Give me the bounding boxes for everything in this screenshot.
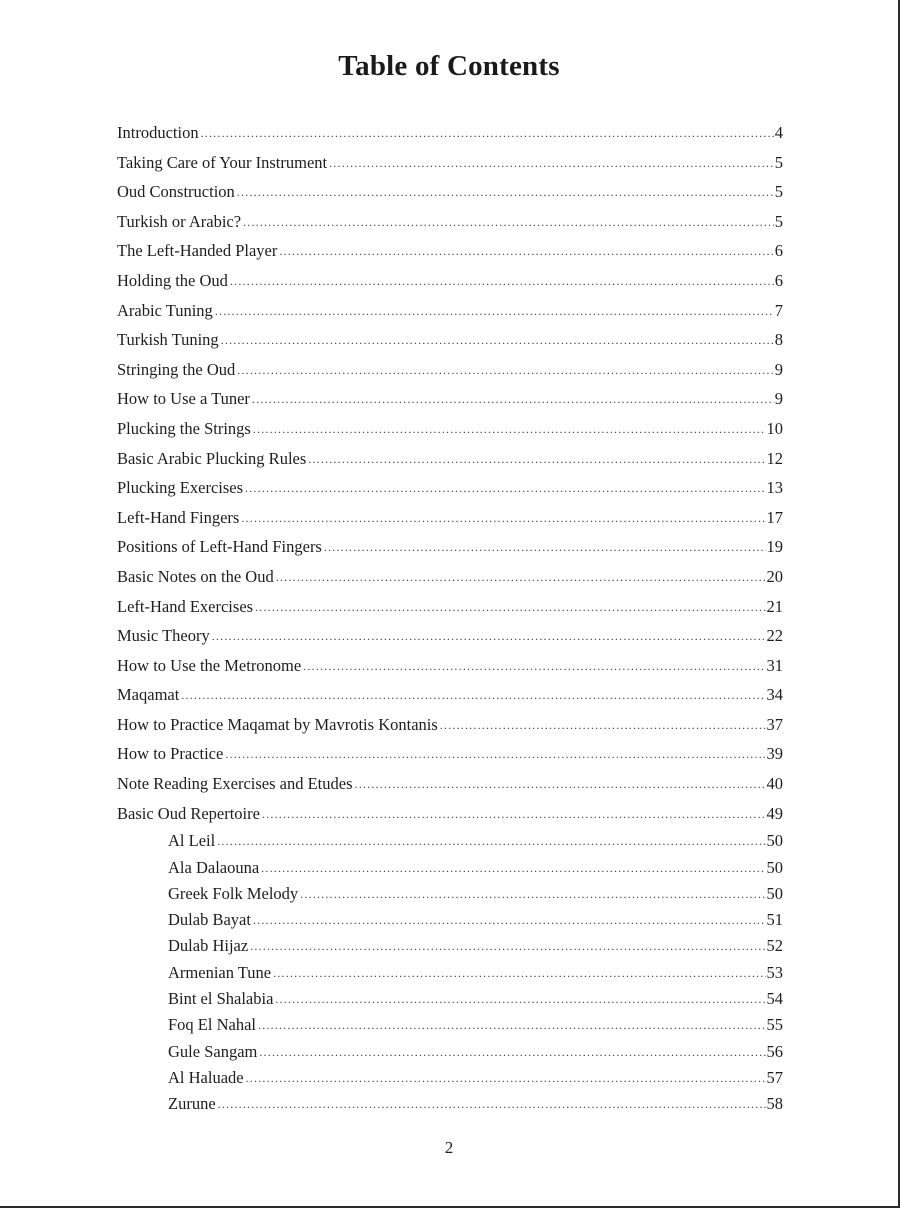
toc-entry-page: 10 — [766, 414, 784, 444]
toc-entry-page: 22 — [766, 621, 784, 651]
dot-leader — [230, 275, 774, 287]
toc-entry-title: Basic Notes on the Oud — [117, 562, 276, 592]
toc-entry-page: 20 — [766, 562, 784, 592]
toc-entry[interactable] — [117, 739, 783, 769]
dot-leader — [218, 1098, 766, 1110]
toc-sub-entry[interactable] — [117, 855, 783, 881]
dot-leader — [253, 423, 766, 435]
dot-leader — [221, 334, 774, 346]
toc-sub-entry[interactable] — [117, 828, 783, 854]
toc-sub-entry-title: Dulab Bayat — [168, 907, 253, 933]
toc-entry[interactable] — [117, 325, 783, 355]
dot-leader — [225, 748, 765, 760]
toc-entry-page: 34 — [766, 680, 784, 710]
toc-sub-entry[interactable] — [117, 933, 783, 959]
toc-entry-page: 49 — [766, 799, 784, 829]
toc-entry-page: 40 — [766, 769, 784, 799]
dot-leader — [273, 967, 765, 979]
page-number: 2 — [444, 1138, 454, 1157]
dot-leader — [201, 127, 774, 139]
dot-leader — [181, 689, 765, 701]
dot-leader — [245, 482, 765, 494]
toc-sub-entry[interactable] — [117, 960, 783, 986]
toc-entry-page: 7 — [774, 296, 783, 326]
dot-leader — [237, 186, 774, 198]
page-title: Table of Contents — [338, 50, 560, 82]
dot-leader — [246, 1072, 766, 1084]
dot-leader — [255, 601, 765, 613]
toc-entry-page: 17 — [766, 503, 784, 533]
toc-entry-page: 37 — [766, 710, 784, 740]
toc-entry-title: Turkish Tuning — [117, 325, 221, 355]
toc-sub-entry-title: Al Leil — [168, 828, 217, 854]
toc-entry[interactable] — [117, 266, 783, 296]
toc-entry[interactable] — [117, 118, 783, 148]
toc-entry[interactable] — [117, 384, 783, 414]
toc-entry-title: Left-Hand Fingers — [117, 503, 241, 533]
toc-entry-title: Basic Oud Repertoire — [117, 799, 262, 829]
dot-leader — [355, 778, 766, 790]
toc-entry[interactable] — [117, 562, 783, 592]
toc-entry[interactable] — [117, 503, 783, 533]
toc-sub-entry-page: 56 — [766, 1039, 784, 1065]
dot-leader — [253, 914, 766, 926]
toc-entry-title: Arabic Tuning — [117, 296, 215, 326]
dot-leader — [440, 719, 766, 731]
toc-entry[interactable] — [117, 592, 783, 622]
toc-entry[interactable] — [117, 621, 783, 651]
toc-sub-entry[interactable] — [117, 881, 783, 907]
toc-sub-entry[interactable] — [117, 1012, 783, 1038]
toc-sub-entry[interactable] — [117, 1091, 783, 1117]
toc-entry-title: Holding the Oud — [117, 266, 230, 296]
toc-sub-entry-title: Zurune — [168, 1091, 218, 1117]
toc-entry-title: How to Use the Metronome — [117, 651, 303, 681]
toc-sub-entry-page: 55 — [766, 1012, 784, 1038]
toc-entry-page: 4 — [774, 118, 783, 148]
toc-sub-entry[interactable] — [117, 1039, 783, 1065]
toc-sub-entry-page: 51 — [766, 907, 784, 933]
toc-entry[interactable] — [117, 236, 783, 266]
dot-leader — [276, 571, 766, 583]
toc-sub-entry-title: Gule Sangam — [168, 1039, 259, 1065]
toc-entry[interactable] — [117, 177, 783, 207]
toc-sub-entry-title: Bint el Shalabia — [168, 986, 275, 1012]
toc-entry[interactable] — [117, 207, 783, 237]
toc-sub-entry-page: 58 — [766, 1091, 784, 1117]
toc-entry-title: Oud Construction — [117, 177, 237, 207]
toc-entry-page: 13 — [766, 473, 784, 503]
toc-entry-page: 21 — [766, 592, 784, 622]
toc-sub-entry-title: Dulab Hijaz — [168, 933, 250, 959]
toc-entry-page: 31 — [766, 651, 784, 681]
dot-leader — [217, 835, 765, 847]
toc-entry[interactable] — [117, 651, 783, 681]
toc-entry-title: Music Theory — [117, 621, 212, 651]
toc-entry-title: Plucking the Strings — [117, 414, 253, 444]
toc-sub-entry-page: 54 — [766, 986, 784, 1012]
toc-entry[interactable] — [117, 680, 783, 710]
toc-sub-entry[interactable] — [117, 1065, 783, 1091]
toc-entry[interactable] — [117, 799, 783, 829]
toc-entry-title: How to Practice — [117, 739, 225, 769]
toc-entry-title: How to Use a Tuner — [117, 384, 252, 414]
dot-leader — [262, 808, 766, 820]
toc-entry-title: Left-Hand Exercises — [117, 592, 255, 622]
toc-sub-entry-title: Foq El Nahal — [168, 1012, 258, 1038]
toc-entry-title: Note Reading Exercises and Etudes — [117, 769, 355, 799]
dot-leader — [259, 1046, 765, 1058]
toc-entry-page: 9 — [774, 384, 783, 414]
toc-entry-title: How to Practice Maqamat by Mavrotis Kontanis — [117, 710, 440, 740]
table-of-contents — [117, 118, 783, 1118]
toc-sub-entry-page: 53 — [766, 960, 784, 986]
toc-entry-page: 5 — [774, 148, 783, 178]
toc-entry[interactable] — [117, 473, 783, 503]
toc-entry-page: 6 — [774, 236, 783, 266]
dot-leader — [237, 364, 774, 376]
toc-entry[interactable] — [117, 532, 783, 562]
toc-sub-entry-page: 50 — [766, 855, 784, 881]
toc-entry[interactable] — [117, 769, 783, 799]
toc-entry-page: 19 — [766, 532, 784, 562]
toc-entry[interactable] — [117, 710, 783, 740]
toc-entry-title: Turkish or Arabic? — [117, 207, 243, 237]
toc-entry-page: 9 — [774, 355, 783, 385]
toc-sub-entry-page: 50 — [766, 828, 784, 854]
dot-leader — [300, 888, 765, 900]
dot-leader — [324, 541, 766, 553]
toc-sub-entry-page: 50 — [766, 881, 784, 907]
toc-sub-entry-title: Greek Folk Melody — [168, 881, 300, 907]
toc-entry-page: 5 — [774, 177, 783, 207]
toc-sub-entry-page: 57 — [766, 1065, 784, 1091]
toc-entry-title: Positions of Left-Hand Fingers — [117, 532, 324, 562]
dot-leader — [329, 157, 774, 169]
toc-entry-title: Stringing the Oud — [117, 355, 237, 385]
toc-entry-page: 5 — [774, 207, 783, 237]
toc-sub-entry-title: Al Haluade — [168, 1065, 246, 1091]
dot-leader — [212, 630, 766, 642]
dot-leader — [215, 305, 774, 317]
toc-entry[interactable] — [117, 296, 783, 326]
toc-entry-page: 8 — [774, 325, 783, 355]
toc-entry[interactable] — [117, 148, 783, 178]
toc-entry-title: The Left-Handed Player — [117, 236, 279, 266]
toc-entry-title: Maqamat — [117, 680, 181, 710]
dot-leader — [243, 216, 774, 228]
toc-sub-entry-page: 52 — [766, 933, 784, 959]
toc-entry-page: 12 — [766, 444, 784, 474]
dot-leader — [252, 393, 774, 405]
toc-sub-entry-title: Armenian Tune — [168, 960, 273, 986]
toc-entry[interactable] — [117, 355, 783, 385]
dot-leader — [261, 862, 765, 874]
toc-entry-page: 6 — [774, 266, 783, 296]
toc-sub-entry[interactable] — [117, 986, 783, 1012]
toc-sub-entry[interactable] — [117, 907, 783, 933]
toc-entry-title: Taking Care of Your Instrument — [117, 148, 329, 178]
toc-sub-entry-title: Ala Dalaouna — [168, 855, 261, 881]
dot-leader — [303, 660, 765, 672]
dot-leader — [258, 1019, 766, 1031]
dot-leader — [275, 993, 765, 1005]
dot-leader — [241, 512, 765, 524]
toc-entry-title: Introduction — [117, 118, 201, 148]
toc-entry-page: 39 — [766, 739, 784, 769]
toc-entry-title: Plucking Exercises — [117, 473, 245, 503]
toc-entry[interactable] — [117, 444, 783, 474]
dot-leader — [279, 245, 773, 257]
dot-leader — [308, 453, 765, 465]
toc-entry[interactable] — [117, 414, 783, 444]
toc-entry-title: Basic Arabic Plucking Rules — [117, 444, 308, 474]
dot-leader — [250, 940, 765, 952]
